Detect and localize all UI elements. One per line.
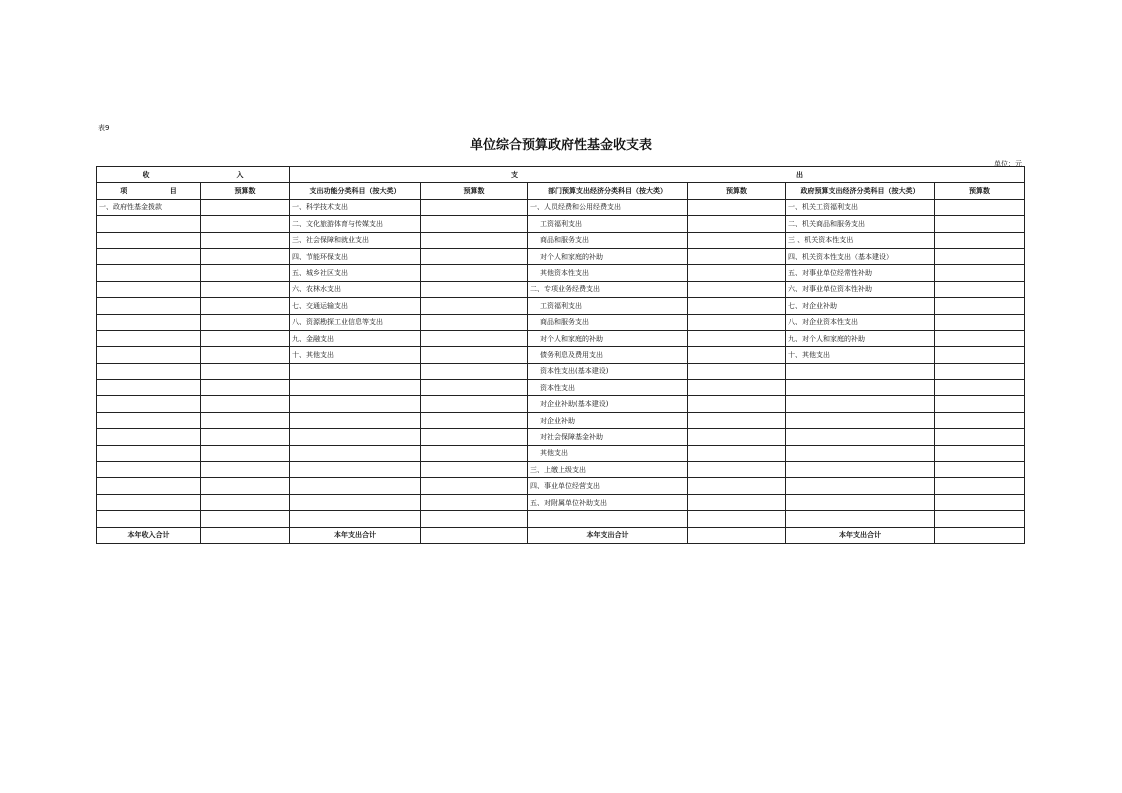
income-budget-cell: [201, 347, 290, 363]
func-item-cell: 二、文化旅游体育与传媒支出: [290, 216, 421, 232]
dept-item-cell: 对企业补助(基本建设): [528, 396, 688, 412]
dept-budget-cell: [688, 511, 786, 527]
section-header-row: [97, 167, 1025, 183]
dept-item-cell: 对个人和家庭的补助: [528, 330, 688, 346]
unit-label: 单位：元: [994, 160, 1022, 168]
income-label-right: 入: [236, 170, 244, 179]
gov-budget-cell: [935, 445, 1025, 461]
gov-item-cell: 三 、机关资本性支出: [786, 232, 935, 248]
income-item-cell: [97, 281, 201, 297]
income-budget-cell: [201, 511, 290, 527]
table-number: 表9: [98, 124, 110, 132]
income-total-label: 本年收入合计: [97, 527, 201, 543]
func-item-cell: 三、社会保障和就业支出: [290, 232, 421, 248]
func-budget-cell: [421, 380, 528, 396]
dept-budget-cell: [688, 494, 786, 510]
func-item-cell: [290, 462, 421, 478]
func-item-cell: [290, 380, 421, 396]
dept-item-cell: 对社会保障基金补助: [528, 429, 688, 445]
gov-item-cell: 八、对企业资本性支出: [786, 314, 935, 330]
gov-budget-cell: [935, 462, 1025, 478]
gov-item-cell: [786, 478, 935, 494]
table-row: [97, 314, 1025, 330]
budget-table: [96, 166, 1025, 544]
func-item-cell: 七、交通运输支出: [290, 298, 421, 314]
gov-budget-cell: [935, 216, 1025, 232]
dept-item-cell: 对个人和家庭的补助: [528, 248, 688, 264]
func-item-cell: 六、农林水支出: [290, 281, 421, 297]
func-item-cell: [290, 363, 421, 379]
income-item-cell: [97, 511, 201, 527]
income-item-cell: [97, 216, 201, 232]
func-budget-cell: [421, 199, 528, 215]
expense-label-left: 支: [511, 170, 518, 179]
income-item-cell: [97, 265, 201, 281]
func-budget-cell: [421, 281, 528, 297]
dept-total-label: 本年支出合计: [528, 527, 688, 543]
gov-item-cell: [786, 363, 935, 379]
gov-item-cell: [786, 511, 935, 527]
gov-budget-cell: [935, 265, 1025, 281]
dept-item-cell: 三、上缴上级支出: [528, 462, 688, 478]
dept-item-cell: 对企业补助: [528, 412, 688, 428]
dept-budget-cell: [688, 281, 786, 297]
dept-budget-cell: [688, 248, 786, 264]
func-item-cell: 一、科学技术支出: [290, 199, 421, 215]
income-item-cell: 一、政府性基金拨款: [97, 199, 201, 215]
func-budget-cell: [421, 232, 528, 248]
func-item-cell: 四、节能环保支出: [290, 248, 421, 264]
gov-budget-cell: [935, 347, 1025, 363]
gov-item-cell: 七、对企业补助: [786, 298, 935, 314]
table-row: [97, 232, 1025, 248]
income-budget-cell: [201, 494, 290, 510]
table-row: [97, 412, 1025, 428]
col-item-right: 目: [169, 187, 177, 196]
func-budget-cell: [421, 412, 528, 428]
gov-budget-cell: [935, 429, 1025, 445]
table-row: [97, 494, 1025, 510]
table-row: [97, 265, 1025, 281]
income-item-cell: [97, 232, 201, 248]
table-row: [97, 445, 1025, 461]
income-item-cell: [97, 330, 201, 346]
gov-budget-cell: [935, 314, 1025, 330]
dept-item-cell: 一、人员经费和公用经费支出: [528, 199, 688, 215]
income-item-cell: [97, 429, 201, 445]
func-budget-cell: [421, 445, 528, 461]
income-item-cell: [97, 314, 201, 330]
income-budget-cell: [201, 478, 290, 494]
income-budget-cell: [201, 380, 290, 396]
col-header-budget-3: 预算数: [688, 183, 786, 199]
income-budget-cell: [201, 199, 290, 215]
func-item-cell: 五、城乡社区支出: [290, 265, 421, 281]
table-row: [97, 216, 1025, 232]
income-budget-cell: [201, 232, 290, 248]
col-header-budget-1: 预算数: [201, 183, 290, 199]
gov-item-cell: 十、其他支出: [786, 347, 935, 363]
dept-budget-cell: [688, 347, 786, 363]
gov-item-cell: [786, 396, 935, 412]
dept-budget-cell: [688, 298, 786, 314]
income-budget-cell: [201, 412, 290, 428]
gov-item-cell: [786, 445, 935, 461]
func-budget-cell: [421, 429, 528, 445]
dept-item-cell: 商品和服务支出: [528, 232, 688, 248]
table-row: [97, 298, 1025, 314]
table-row: [97, 380, 1025, 396]
dept-item-cell: 资本性支出(基本建设): [528, 363, 688, 379]
income-budget-cell: [201, 265, 290, 281]
func-item-cell: 八、资源勘探工业信息等支出: [290, 314, 421, 330]
gov-budget-cell: [935, 396, 1025, 412]
income-label-left: 收: [142, 170, 150, 179]
func-budget-cell: [421, 265, 528, 281]
func-item-cell: [290, 412, 421, 428]
gov-budget-cell: [935, 248, 1025, 264]
dept-budget-cell: [688, 265, 786, 281]
dept-item-cell: 其他资本性支出: [528, 265, 688, 281]
dept-budget-cell: [688, 462, 786, 478]
dept-budget-cell: [688, 363, 786, 379]
gov-budget-cell: [935, 363, 1025, 379]
func-budget-cell: [421, 330, 528, 346]
gov-budget-cell: [935, 511, 1025, 527]
func-item-cell: [290, 445, 421, 461]
dept-budget-cell: [688, 232, 786, 248]
table-row: [97, 199, 1025, 215]
dept-item-cell: [528, 511, 688, 527]
income-item-cell: [97, 298, 201, 314]
dept-item-cell: 五、对附属单位补助支出: [528, 494, 688, 510]
table-row: [97, 396, 1025, 412]
gov-item-cell: 五、对事业单位经常性补助: [786, 265, 935, 281]
col-header-budget-4: 预算数: [935, 183, 1025, 199]
gov-budget-cell: [935, 380, 1025, 396]
col-header-dept: 部门预算支出经济分类科目（按大类）: [528, 183, 688, 199]
func-budget-cell: [421, 363, 528, 379]
func-item-cell: [290, 478, 421, 494]
gov-item-cell: [786, 494, 935, 510]
totals-row: [97, 527, 1025, 543]
func-item-cell: [290, 511, 421, 527]
dept-budget-cell: [688, 330, 786, 346]
income-budget-cell: [201, 396, 290, 412]
dept-total-value: [688, 527, 786, 543]
table-row: [97, 363, 1025, 379]
column-header-row: [97, 183, 1025, 199]
gov-item-cell: 四、机关资本性支出（基本建设）: [786, 248, 935, 264]
gov-item-cell: [786, 380, 935, 396]
dept-budget-cell: [688, 199, 786, 215]
dept-budget-cell: [688, 396, 786, 412]
gov-budget-cell: [935, 281, 1025, 297]
func-budget-cell: [421, 298, 528, 314]
func-budget-cell: [421, 216, 528, 232]
func-item-cell: 九、金融支出: [290, 330, 421, 346]
income-budget-cell: [201, 445, 290, 461]
func-budget-cell: [421, 396, 528, 412]
func-item-cell: [290, 429, 421, 445]
income-budget-cell: [201, 216, 290, 232]
func-budget-cell: [421, 462, 528, 478]
income-budget-cell: [201, 281, 290, 297]
dept-budget-cell: [688, 478, 786, 494]
income-item-cell: [97, 412, 201, 428]
income-item-cell: [97, 347, 201, 363]
income-budget-cell: [201, 330, 290, 346]
gov-budget-cell: [935, 232, 1025, 248]
document-title: 单位综合预算政府性基金收支表: [469, 138, 652, 153]
income-budget-cell: [201, 363, 290, 379]
income-section-header: [97, 167, 290, 183]
income-item-cell: [97, 478, 201, 494]
table-row: [97, 478, 1025, 494]
dept-item-cell: 四、事业单位经营支出: [528, 478, 688, 494]
dept-budget-cell: [688, 412, 786, 428]
table-row: [97, 511, 1025, 527]
income-budget-cell: [201, 429, 290, 445]
income-budget-cell: [201, 248, 290, 264]
income-item-cell: [97, 380, 201, 396]
income-item-cell: [97, 248, 201, 264]
income-item-cell: [97, 396, 201, 412]
gov-budget-cell: [935, 298, 1025, 314]
table-row: [97, 281, 1025, 297]
gov-item-cell: 六、对事业单位资本性补助: [786, 281, 935, 297]
func-budget-cell: [421, 347, 528, 363]
expense-label-right: 出: [796, 170, 804, 179]
func-budget-cell: [421, 478, 528, 494]
dept-item-cell: 工资福利支出: [528, 298, 688, 314]
gov-budget-cell: [935, 330, 1025, 346]
col-item-left: 项: [120, 187, 128, 196]
dept-budget-cell: [688, 380, 786, 396]
gov-item-cell: 九、对个人和家庭的补助: [786, 330, 935, 346]
income-budget-cell: [201, 314, 290, 330]
dept-item-cell: 其他支出: [528, 445, 688, 461]
table-row: [97, 330, 1025, 346]
dept-budget-cell: [688, 216, 786, 232]
func-item-cell: 十、其他支出: [290, 347, 421, 363]
func-budget-cell: [421, 494, 528, 510]
gov-item-cell: [786, 429, 935, 445]
dept-item-cell: 二、专项业务经费支出: [528, 281, 688, 297]
func-item-cell: [290, 396, 421, 412]
dept-budget-cell: [688, 445, 786, 461]
func-item-cell: [290, 494, 421, 510]
dept-item-cell: 资本性支出: [528, 380, 688, 396]
gov-total-label: 本年支出合计: [786, 527, 935, 543]
table-row: [97, 347, 1025, 363]
gov-item-cell: 一、机关工资福利支出: [786, 199, 935, 215]
gov-item-cell: [786, 412, 935, 428]
gov-budget-cell: [935, 412, 1025, 428]
col-header-func: 支出功能分类科目（按大类）: [290, 183, 421, 199]
gov-budget-cell: [935, 494, 1025, 510]
col-header-item: [97, 183, 201, 199]
dept-item-cell: 债务利息及费用支出: [528, 347, 688, 363]
gov-total-value: [935, 527, 1025, 543]
income-item-cell: [97, 462, 201, 478]
income-item-cell: [97, 363, 201, 379]
gov-budget-cell: [935, 199, 1025, 215]
income-total-value: [201, 527, 290, 543]
dept-item-cell: 商品和服务支出: [528, 314, 688, 330]
dept-item-cell: 工资福利支出: [528, 216, 688, 232]
gov-item-cell: 二、机关商品和服务支出: [786, 216, 935, 232]
gov-item-cell: [786, 462, 935, 478]
func-budget-cell: [421, 511, 528, 527]
income-budget-cell: [201, 298, 290, 314]
func-total-value: [421, 527, 528, 543]
dept-budget-cell: [688, 429, 786, 445]
func-budget-cell: [421, 248, 528, 264]
func-budget-cell: [421, 314, 528, 330]
col-header-gov: 政府预算支出经济分类科目（按大类）: [786, 183, 935, 199]
table-row: [97, 248, 1025, 264]
table-row: [97, 429, 1025, 445]
gov-budget-cell: [935, 478, 1025, 494]
col-header-budget-2: 预算数: [421, 183, 528, 199]
expense-section-header: [290, 167, 1025, 183]
table-row: [97, 462, 1025, 478]
income-budget-cell: [201, 462, 290, 478]
dept-budget-cell: [688, 314, 786, 330]
func-total-label: 本年支出合计: [290, 527, 421, 543]
income-item-cell: [97, 445, 201, 461]
income-item-cell: [97, 494, 201, 510]
